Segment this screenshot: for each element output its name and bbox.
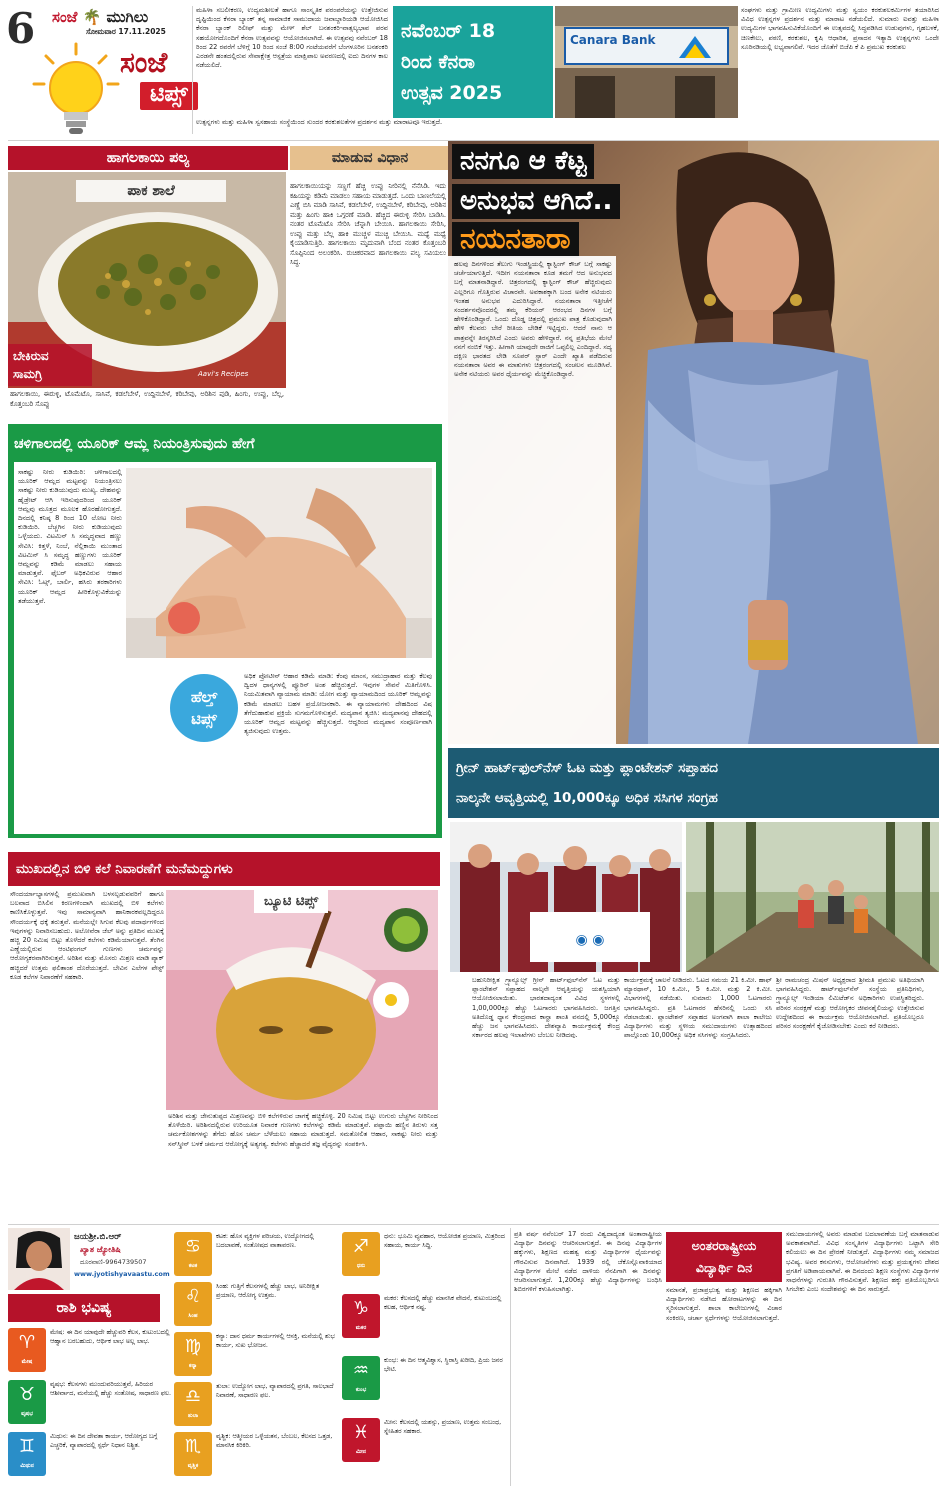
astrologer-phone: ದೂರವಾಣಿ-9964739507 (80, 1258, 147, 1266)
zodiac-prediction: ಮೀನ: ಕೆಲಸದಲ್ಲಿ ಯಶಸ್ಸು, ಪ್ರಯಾಣ, ಉತ್ತಮ ಸಂಬಂಧ, ಸ್ನೇಹಿತರ ಸಹಕಾರ. (384, 1418, 502, 1435)
zodiac-name: ತುಲಾ (187, 1413, 199, 1419)
top-story-col-3: ಸಂಘಗಳು ಮತ್ತು ಗ್ರಾಮೀಣ ಉದ್ಯಮಿಗಳು ಮತ್ತು ಸ್ವಯಂ ಕರಕುಶಲಕರ್ಮಿಗಳ ತಯಾರಿಸಿದ ವಿವಿಧ ಉತ್ಪನ್ನಗಳ ಪ್ರದರ್ಶನ ಮತ್ತು ಮಾರಾಟ ನಡೆಯಲಿದೆ. ಸುಮಾರು ಐವತ್ತು ಮಹಿಳಾ ಉದ್ಯಮಿಗಳ ಭಾಗವಹಿಸುವಿಕೆಯೊಂದಿಗೆ ಈ ಉತ್ಸವದಲ್ಲಿ ಸಿದ್ಧಪಡಿಸಿದ ಉಡುಪುಗಳು, ಗೃಹಬಳಕೆ, ಚಿಣಕೇಲು, ಪಠಣಿ, ಕರಕುಶಲ, ಕೃಷಿ ಆಧಾರಿತ, ಪ್ರಸಾದನ ಇತ್ಯಾದಿ ಉತ್ಪನ್ನಗಳು ಒಂದೇ ಸೂರಿನಡಿಯಲ್ಲಿ ಲಭ್ಯವಾಗಲಿವೆ. ಇದರ ಜೊತೆಗೆ ಬಿಜೆಪಿ ಕೆ ಪಿ ಪ್ರಮುಖ ಕರಕುಶಲ (741, 6, 939, 51)
column-rule (192, 6, 193, 134)
horizontal-rule (8, 1224, 939, 1225)
zodiac-prediction: ಮಿಥುನ: ಈ ದಿನ ದೇವತಾ ಕಾರ್ಯ, ಆರೋಗ್ಯದ ಬಗ್ಗೆ ಎಚ್ಚರಿಕೆ, ವ್ಯಾಪಾರದಲ್ಲಿ ಸ್ಪರ್ಧೆ ನಿಧಾನ ನಿಶ್ಚಿತ. (50, 1432, 158, 1449)
horoscope-sign (8, 1328, 174, 1378)
student-day-title-line-1: ಅಂತರರಾಷ್ಟ್ರೀಯ (691, 1238, 757, 1253)
actress-name: ನಯನತಾರಾ (452, 222, 579, 258)
brand-part-1: ಸಂಜೆ (52, 8, 78, 26)
zodiac-prediction: ವೃಷಭ: ಕೆಲಸಗಳು ಮುಂದುವರಿಯುತ್ತವೆ, ಹಿರಿಯರ ಆಶೀರ್ವಾದ, ಮನೆಯಲ್ಲಿ ಹೆಚ್ಚು ಸಂತೋಷ, ಸಾಧಾರಣ ಫಲ. (50, 1380, 171, 1397)
event-headline-line-1: ನವೆಂಬರ್ 18 (401, 20, 496, 42)
beauty-title-bar: ಮುಖದಲ್ಲಿನ ಬಿಳಿ ಕಲೆ ನಿವಾರಣೆಗೆ ಮನೆಮದ್ದುಗಳು (8, 852, 440, 886)
beauty-col-1: ಸೌಂದರ್ಯಾಭ್ಯಾಸಗಳಲ್ಲಿ ಪ್ರಮುಖವಾಗಿ ಬಳಸಲ್ಪಡುವವರಿಗೆ ಹಾಗೂ ಬಲವಾದ ಬಿಸಿಲಿನ ಕಿರಣಗಳಿಂದಾಗಿ ಮುಖದಲ್ಲಿ ಬಿಳಿ ಕಲೆಗಳು ಕಾಣಿಸಿಕೊಳ್ಳುತ್ತವೆ. ಇವು ಸಾಮಾನ್ಯವಾಗಿ ಹಾನಿಕಾರಕವಲ್ಲದಿದ್ದರೂ ಸೌಂದರ್ಯಕ್ಕೆ ಧಕ್ಕೆ ತರುತ್ತವೆ. ಮನೆಯಲ್ಲೇ ಸಿಗುವ ಕೆಲವು ಪದಾರ್ಥಗಳಿಂದ ಇವುಗಳನ್ನು ನಿವಾರಿಸಬಹುದು. ಅಲೋವೆರಾ ಜೆಲ್ ಅನ್ನು ಪ್ರತಿದಿನ ಮುಖಕ್ಕೆ ಹಚ್ಚಿ 20 ನಿಮಿಷ ಬಿಟ್ಟು ತೊಳೆದರೆ ಕಲೆಗಳು ಕಡಿಮೆಯಾಗುತ್ತವೆ. ತೆಂಗಿನ ಎಣ್ಣೆಯಲ್ಲಿರುವ ಆಂಟಿಫಂಗಲ್ ಗುಣಗಳು ಚರ್ಮವನ್ನು ಆರೋಗ್ಯಕರವಾಗಿರಿಸುತ್ತವೆ. ಅರಿಶಿನ ಮತ್ತು ಮೊಸರು ಮಿಶ್ರಣ ಮಾಡಿ ಪ್ಯಾಕ್ ಹಚ್ಚಿದರೆ ಉತ್ತಮ ಫಲಿತಾಂಶ ದೊರೆಯುತ್ತದೆ. ಬೇವಿನ ಎಲೆಗಳ ಪೇಸ್ಟ್ ಕೂಡ ಕಲೆಗಳ ನಿವಾರಣೆಗೆ ಸಹಕಾರಿ. (10, 890, 164, 981)
zodiac-prediction: ಮಕರ: ಕೆಲಸದಲ್ಲಿ ಹೆಚ್ಚು ಮಾನಸಿಕ ವೇದನೆ, ಕುಟುಂಬದಲ್ಲಿ ಕಲಹ, ಆರ್ಥಿಕ ನಷ್ಟ. (384, 1294, 502, 1311)
horizontal-rule (8, 140, 939, 141)
zodiac-name: ಸಿಂಹ (188, 1313, 198, 1319)
health-badge-line-1: ಹೆಲ್ತ್ (190, 688, 218, 706)
horoscope-sign (342, 1232, 508, 1282)
beauty-tips-tag: ಬ್ಯೂಟಿ ಟಿಪ್ಸ್ (254, 890, 328, 913)
event-headline-line-3: ಉತ್ಸವ 2025 (401, 82, 503, 104)
zodiac-icon: ♏ ವೃಶ್ಚಿಕ (174, 1432, 212, 1476)
actress-story-text: ಹಲವು ದಿನಗಳಿಂದ ತೆಲುಗು ಇಂಡಸ್ಟ್ರಿಯಲ್ಲಿ ಕ್ಯಾಸ್ಟಿಂಗ್ ಕೌಚ್ ಬಗ್ಗೆ ಸಾಕಷ್ಟು ಚರ್ಚೆಯಾಗುತ್ತಿದೆ. ಇದೀಗ ನಯನತಾರಾ ಕೂಡ ತಮಗೆ ಆದ ಅನುಭವದ ಬಗ್ಗೆ ಮಾತನಾಡಿದ್ದಾರೆ. ಚಿತ್ರರಂಗದಲ್ಲಿ ಕ್ಯಾಸ್ಟಿಂಗ್ ಕೌಚ್ ಹೆಚ್ಚಿರುವುದು ಎಲ್ಲರಿಗೂ ಗೊತ್ತಿರುವ ವಿಚಾರವೇ. ಅವಕಾಶಕ್ಕಾಗಿ ಬಂದ ಅನೇಕ ನಟಿಯರು ಇಂತಹ ಅನುಭವ ಎದುರಿಸಿದ್ದಾರೆ. ನಯನತಾರಾ ಇತ್ತೀಚೆಗೆ ಸಂದರ್ಶನವೊಂದರಲ್ಲಿ ತಮ್ಮ ಕೆರಿಯರ್ ಆರಂಭದ ದಿನಗಳ ಬಗ್ಗೆ ಹೇಳಿಕೊಂಡಿದ್ದಾರೆ. ಒಂದು ದೊಡ್ಡ ಚಿತ್ರದಲ್ಲಿ ಪ್ರಮುಖ ಪಾತ್ರ ಕೊಡುವುದಾಗಿ ಹೇಳಿ ಕೆಲವರು ಬೇರೆ ರೀತಿಯ ಬೇಡಿಕೆ ಇಟ್ಟಿದ್ದರು. ಆದರೆ ನಾನು ಆ ಪಾತ್ರವನ್ನೇ ತಿರಸ್ಕರಿಸಿದೆ ಎಂದು ಅವರು ಹೇಳಿದ್ದಾರೆ. ನನ್ನ ಪ್ರತಿಭೆಯ ಮೇಲೆ ನನಗೆ ನಂಬಿಕೆ ಇತ್ತು. ಹೀಗಾಗಿ ಯಾವುದೇ ರಾಜಿಗೆ ಒಪ್ಪಲಿಲ್ಲ ಎಂದಿದ್ದಾರೆ. ಸದ್ಯ ದಕ್ಷಿಣ ಭಾರತದ ಲೇಡಿ ಸೂಪರ್ ಸ್ಟಾರ್ ಎಂದೇ ಖ್ಯಾತಿ ಪಡೆದಿರುವ ನಯನತಾರಾ ಅವರ ಈ ಮಾತುಗಳು ಚಿತ್ರರಂಗದಲ್ಲಿ ಸಂಚಲನ ಮೂಡಿಸಿವೆ. ಅನೇಕ ನಟಿಯರು ಅವರ ಧೈರ್ಯವನ್ನು ಮೆಚ್ಚಿಕೊಂಡಿದ್ದಾರೆ. (454, 260, 612, 379)
horoscope-sign (174, 1382, 340, 1432)
newspaper-brand: ಸಂಜೆ 🌴 ಮುಗಿಲು (52, 8, 149, 26)
zodiac-icon: ♑ ಮಕರ (342, 1294, 380, 1338)
zodiac-icon: ♈ ಮೇಷ (8, 1328, 46, 1372)
uric-acid-col-1: ಸಾಕಷ್ಟು ನೀರು ಕುಡಿಯಿರಿ: ಚಳಿಗಾಲದಲ್ಲಿ ಯೂರಿಕ್ ಆಮ್ಲದ ಮಟ್ಟವನ್ನು ನಿಯಂತ್ರಿಸಲು ಸಾಕಷ್ಟು ನೀರು ಕುಡಿಯುವುದು ಮುಖ್ಯ. ದೇಹವನ್ನು ಹೈಡ್ರೇಟ್ ಆಗಿ ಇರಿಸುವುದರಿಂದ ಯೂರಿಕ್ ಆಮ್ಲವು ಮೂತ್ರದ ಮೂಲಕ ಹೊರಹೋಗುತ್ತದೆ. ದಿನದಲ್ಲಿ ಕನಿಷ್ಠ 8 ರಿಂದ 10 ಲೋಟ ನೀರು ಕುಡಿಯಿರಿ. ಬೆಚ್ಚಗಿನ ನೀರು ಕುಡಿಯುವುದು ಒಳ್ಳೆಯದು. ವಿಟಮಿನ್ ಸಿ ಸಮೃದ್ಧವಾದ ಹಣ್ಣು ಸೇವಿಸಿ: ಕಿತ್ತಳೆ, ನಿಂಬೆ, ನೆಲ್ಲಿಕಾಯಿ ಮುಂತಾದ ವಿಟಮಿನ್ ಸಿ ಸಮೃದ್ಧ ಹಣ್ಣುಗಳು ಯೂರಿಕ್ ಆಮ್ಲವನ್ನು ಕಡಿಮೆ ಮಾಡಲು ಸಹಾಯ ಮಾಡುತ್ತವೆ. ಫೈಬರ್ ಅಧಿಕವಿರುವ ಆಹಾರ ಸೇವಿಸಿ: ಓಟ್ಸ್, ಬಾರ್ಲಿ, ಹಸಿರು ತರಕಾರಿಗಳು ಯೂರಿಕ್ ಆಮ್ಲದ ಹೀರಿಕೊಳ್ಳುವಿಕೆಯನ್ನು ತಡೆಯುತ್ತವೆ. (18, 468, 122, 605)
zodiac-icon: ♉ ವೃಷಭ (8, 1380, 46, 1424)
zodiac-name: ವೃಷಭ (21, 1411, 33, 1417)
canara-bank-photo (555, 6, 738, 118)
zodiac-name: ಕಟಕ (188, 1263, 198, 1269)
event-headline-line-2: ರಿಂದ ಕೆನರಾ (401, 51, 475, 73)
green-run-title-line-1: ಗ್ರೀನ್ ಹಾರ್ಟ್‌ಫುಲ್‌ನೆಸ್ ಓಟ ಮತ್ತು ಪ್ಲಾಂಟೇಶನ್ ಸಪ್ತಾಹದ (456, 760, 718, 776)
horoscope-title-bar: ರಾಶಿ ಭವಿಷ್ಯ (8, 1294, 160, 1322)
horoscope-sign (342, 1356, 508, 1406)
zodiac-name: ಕನ್ಯಾ (188, 1363, 198, 1369)
astrologer-website: www.jyotishyavaastu.com (74, 1270, 170, 1278)
issue-date: ಸೋಮವಾರ 17.11.2025 (86, 27, 166, 36)
section-title-sanje: ಸಂಜೆ (120, 46, 168, 79)
foot-pain-photo (126, 468, 432, 658)
zodiac-icon: ♍ ಕನ್ಯಾ (174, 1332, 212, 1376)
zodiac-icon: ♋ ಕಟಕ (174, 1232, 212, 1276)
zodiac-icon: ♊ ಮಿಥುನ (8, 1432, 46, 1476)
recipe-ingredients-list: ಹಾಗಲಕಾಯಿ, ಈರುಳ್ಳಿ, ಟೊಮೆಟೊ, ಸಾಸಿವೆ, ಕಡಲೆಬೇಳೆ, ಉದ್ದಿನಬೇಳೆ, ಕರಿಬೇವು, ಅರಿಶಿನ ಪುಡಿ, ಹಿಂಗು, ಉಪ್ಪು, ಬೆಲ್ಲ, ಕೊತ್ತಂಬರಿ ಸೊಪ್ಪು (10, 390, 284, 408)
green-run-col-2: ಕಾರ್ಯಕ್ರಮಕ್ಕೆ ಚಾಲನೆ ನೀಡಿದರು. ಓಟದ ಸಮಯ 21 ಕಿ.ಮೀ. ಹಾಫ್ ಮ್ಯಾರಥಾನ್, 10 ಕಿ.ಮೀ., 5 ಕಿ.ಮೀ. ಮತ್ತು 2 ಕಿ.ಮೀ. ವಿಭಾಗಗಳಲ್ಲಿ ನಡೆಯಿತು. ಸುಮಾರು 1,000 ಓಟಗಾರರು ಭಾಗವಹಿಸಿದ್ದರು. ಪ್ರತಿ ಓಟಗಾರರ ಹೆಸರಿನಲ್ಲಿ ಒಂದು ಸಸಿ ನೆಡಲಾಯಿತು. ಪ್ಲಾಂಟೇಶನ್ ಸಪ್ತಾಹದ ಅಂಗವಾಗಿ ಶಾಲಾ ಕಾಲೇಜು ವಿದ್ಯಾರ್ಥಿಗಳು ಮತ್ತು ಸ್ಥಳೀಯ ಸಮುದಾಯಗಳು ಉತ್ಸಾಹದಿಂದ ಪಾಲ್ಗೊಂಡು 10,000ಕ್ಕೂ ಅಧಿಕ ಸಸಿಗಳನ್ನು ಸಂಗ್ರಹಿಸಿದರು. (624, 976, 772, 1040)
zodiac-prediction: ಸಿಂಹ: ಗುತ್ತಿಗೆ ಕೆಲಸಗಳಲ್ಲಿ ಹೆಚ್ಚು ಲಾಭ, ಅನಿರೀಕ್ಷಿತ ಪ್ರಯಾಣ, ಆರೋಗ್ಯ ಉತ್ತಮ. (216, 1282, 320, 1299)
ingredients-label-line-1: ಬೇಕಿರುವ (13, 349, 49, 363)
zodiac-prediction: ಧನು: ಭೂಮಿ ವ್ಯವಹಾರ, ಆಯೋಜಿತ ಪ್ರಯಾಣ, ಮಿತ್ರರಿಂದ ಸಹಾಯ, ಕಾರ್ಯ ಸಿದ್ಧಿ. (384, 1232, 505, 1249)
zodiac-icon: ♎ ತುಲಾ (174, 1382, 212, 1426)
green-run-title-bar (448, 748, 939, 818)
health-badge-line-2: ಟಿಪ್ಸ್ (191, 710, 217, 728)
zodiac-icon: ♒ ಕುಂಭ (342, 1356, 380, 1400)
ingredients-label (8, 344, 92, 386)
zodiac-prediction: ವೃಶ್ಚಿಕ: ಆತ್ಮೀಯರ ಒಳ್ಳೆಯತನ, ಬೆಂಬಲ, ಕೆಲಸದ ಒತ್ತಡ, ಮಾನಸಿಕ ಕಿರಿಕಿರಿ. (216, 1432, 333, 1449)
horoscope-grid (8, 1232, 508, 1486)
zodiac-name: ವೃಶ್ಚಿಕ (187, 1463, 199, 1469)
green-run-col-3: ಶ್ರೀ ರಾಮಚಂದ್ರ ಮಿಷನ್ ಅಧ್ಯಕ್ಷರಾದ ಶ್ರೀಮತಿ ಪ್ರಮುಖ ಅತಿಥಿಯಾಗಿ ಭಾಗವಹಿಸಿದ್ದರು. ಹಾರ್ಟ್‌ಫುಲ್‌ನೆಸ್ ಸಂಸ್ಥೆಯ ಪ್ರತಿನಿಧಿಗಳು, ಗ್ರ್ಯಾನ್ಯೂಲ್ಸ್ ಇಂಡಿಯಾ ಲಿಮಿಟೆಡ್‌ನ ಅಧಿಕಾರಿಗಳು ಉಪಸ್ಥಿತರಿದ್ದರು. ಪರಿಸರ ಸಂರಕ್ಷಣೆ ಮತ್ತು ಆರೋಗ್ಯಕರ ಜೀವನಶೈಲಿಯನ್ನು ಉತ್ತೇಜಿಸುವ ಉದ್ದೇಶದಿಂದ ಈ ಕಾರ್ಯಕ್ರಮ ಆಯೋಜಿಸಲಾಗಿದೆ. ಪ್ರತಿಯೊಬ್ಬರೂ ಪರಿಸರ ಸಂರಕ್ಷಣೆಗೆ ಕೈಜೋಡಿಸಬೇಕು ಎಂದು ಕರೆ ನೀಡಿದರು. (776, 976, 924, 1031)
zodiac-prediction: ತುಲಾ: ಉದ್ಯೋಗ ಲಾಭ, ವ್ಯಾಪಾರದಲ್ಲಿ ಪ್ರಗತಿ, ಸಾಲಭಾದೆ ನಿವಾರಣೆ, ಸಾಧಾರಣ ಫಲ. (216, 1382, 334, 1399)
beauty-col-2: ಅರಿಶಿನ ಮತ್ತು ಜೇನುತುಪ್ಪದ ಮಿಶ್ರಣವನ್ನು ಬಿಳಿ ಕಲೆಗಳಿರುವ ಜಾಗಕ್ಕೆ ಹಚ್ಚಿಕೊಳ್ಳಿ. 20 ನಿಮಿಷ ಬಿಟ್ಟು ಉಗುರು ಬೆಚ್ಚಗಿನ ನೀರಿನಿಂದ ತೊಳೆಯಿರಿ. ಅರಿಶಿನದಲ್ಲಿರುವ ಉರಿಯೂತ ನಿವಾರಕ ಗುಣಗಳು ಕಲೆಗಳನ್ನು ಕಡಿಮೆ ಮಾಡುತ್ತವೆ. ಪಪ್ಪಾಯಿ ಹಣ್ಣಿನ ತಿರುಳು ಸತ್ತ ಚರ್ಮಕೋಶಗಳನ್ನು ತೆಗೆದು ಹೊಸ ಚರ್ಮ ಬೆಳೆಯಲು ಸಹಾಯ ಮಾಡುತ್ತದೆ. ಸಮತೋಲಿತ ಆಹಾರ, ಸಾಕಷ್ಟು ನೀರು ಮತ್ತು ಸನ್‌ಸ್ಕ್ರೀನ್ ಬಳಕೆ ಚರ್ಮದ ಆರೋಗ್ಯಕ್ಕೆ ಅತ್ಯಗತ್ಯ. ಕಲೆಗಳು ಹೆಚ್ಚಾದರೆ ತಜ್ಞ ವೈದ್ಯರನ್ನು ಸಂಪರ್ಕಿಸಿ. (168, 1112, 438, 1148)
section-title-tips: ಟಿಪ್ಸ್ (140, 82, 198, 110)
zodiac-prediction: ಮೇಷ: ಈ ದಿನ ಯಾವುದೇ ಹೆಚ್ಚುವರಿ ಕೆಲಸ, ಕುಟುಂಬದಲ್ಲಿ ಆಹ್ವಾನ ಬರಬಹುದು, ಆರ್ಥಿಕ ಲಾಭ ಅಲ್ಲ ಲಾಭ. (50, 1328, 170, 1345)
zodiac-name: ಮಕರ (355, 1325, 367, 1331)
recipe-photo-credit: Aavi's Recipes (198, 370, 249, 378)
ingredients-label-line-2: ಸಾಮಗ್ರಿ (13, 367, 43, 381)
zodiac-name: ಮಿಥುನ (20, 1463, 34, 1469)
zodiac-prediction: ಕಟಕ: ಹೊಸ ವ್ಯಕ್ತಿಗಳ ಪರಿಚಯ, ಉದ್ಯೋಗದಲ್ಲಿ ಬದಲಾವಣೆ, ಸಂತೋಷದ ವಾತಾವರಣ. (216, 1232, 315, 1249)
uric-acid-title: ಚಳಿಗಾಲದಲ್ಲಿ ಯೂರಿಕ್ ಆಮ್ಲ ನಿಯಂತ್ರಿಸುವುದು ಹೇಗೆ (14, 428, 436, 460)
zodiac-name: ಮೇಷ (21, 1359, 33, 1365)
zodiac-icon: ♌ ಸಿಂಹ (174, 1282, 212, 1326)
horoscope-sign (8, 1380, 174, 1430)
uric-acid-col-2: ಅಧಿಕ ಪ್ರೋಟೀನ್ ಆಹಾರ ಕಡಿಮೆ ಮಾಡಿ: ಕೆಂಪು ಮಾಂಸ, ಸಮುದ್ರಾಹಾರ ಮತ್ತು ಕೆಲವು ದ್ವಿದಳ ಧಾನ್ಯಗಳಲ್ಲಿ ಪ್ಯೂರಿನ್ ಅಂಶ ಹೆಚ್ಚಿರುತ್ತದೆ. ಇವುಗಳ ಸೇವನೆ ಮಿತಿಗೊಳಿಸಿ. ನಿಯಮಿತವಾಗಿ ವ್ಯಾಯಾಮ ಮಾಡಿ: ಯೋಗ ಮತ್ತು ವ್ಯಾಯಾಮದಿಂದ ಯೂರಿಕ್ ಆಮ್ಲವನ್ನು ಕಡಿಮೆ ಮಾಡಲು ಬಹಳ ಪ್ರಯೋಜನಕಾರಿ. ಈ ವ್ಯಾಯಾಮಗಳು ದೇಹದಿಂದ ವಿಷ ತೆಗೆದುಹಾಕುವ ಪ್ರಕ್ರಿಯೆ ಸುಗಮಗೊಳಿಸುತ್ತವೆ. ಮದ್ಯಪಾನ ತ್ಯಜಿಸಿ: ಮದ್ಯಪಾನವು ದೇಹದಲ್ಲಿ ಯೂರಿಕ್ ಆಮ್ಲದ ಮಟ್ಟವನ್ನು ಹೆಚ್ಚಿಸುತ್ತದೆ. ಆದ್ದರಿಂದ ಮದ್ಯಪಾನ ಸಂಪೂರ್ಣವಾಗಿ ತ್ಯಜಿಸುವುದು ಉತ್ತಮ. (244, 672, 432, 736)
horoscope-sign (174, 1282, 340, 1332)
health-tips-badge (170, 674, 238, 742)
student-day-title-line-2: ವಿದ್ಯಾರ್ಥಿ ದಿನ (695, 1260, 753, 1275)
event-headline-box (393, 6, 553, 118)
student-day-title (666, 1232, 782, 1282)
horoscope-sign (342, 1294, 508, 1344)
horoscope-sign (342, 1418, 508, 1468)
green-run-col-1: ಬಹುನಿರೀಕ್ಷಿತ ಗ್ರ್ಯಾನ್ಯೂಲ್ಸ್ ಗ್ರೀನ್ ಹಾರ್ಟ್‌ಫುಲ್‌ನೆಸ್ ಓಟ ಮತ್ತು ಪ್ಲಾಂಟೇಶನ್ ಸಪ್ತಾಹದ ನಾಲ್ಕನೇ ಆವೃತ್ತಿಯನ್ನು ಯಶಸ್ವಿಯಾಗಿ ಆಯೋಜಿಸಲಾಯಿತು. ಭಾರತದಾದ್ಯಂತ ವಿವಿಧ ಸ್ಥಳಗಳಲ್ಲಿ 1,00,000ಕ್ಕೂ ಹೆಚ್ಚು ಓಟಗಾರರು ಭಾಗವಹಿಸಿದರು. ಜಗತ್ತಿನ ಅತಿದೊಡ್ಡ ಧ್ಯಾನ ಕೇಂದ್ರವಾದ ಕಾನ್ಹಾ ಶಾಂತಿ ವನದಲ್ಲಿ 5,000ಕ್ಕೂ ಹೆಚ್ಚು ಜನ ಭಾಗವಹಿಸಿದರು. ದೇಶವ್ಯಾಪಿ ಕಾರ್ಯಕ್ರಮಕ್ಕೆ ಕೇಂದ್ರ ಸರ್ಕಾರದ ಹಲವು ಇಲಾಖೆಗಳು ಬೆಂಬಲ ನೀಡಿದವು. (472, 976, 620, 1040)
zodiac-icon: ♐ ಧನು (342, 1232, 380, 1276)
forest-run-photo (686, 822, 939, 972)
actress-headline-line-2: ಅನುಭವ ಆಗಿದೆ.. (452, 184, 620, 219)
bank-sign-text: Canara Bank (570, 33, 656, 47)
svg-text:◉ ◉: ◉ ◉ (575, 932, 605, 948)
student-day-col-3: ಸಮುದಾಯಗಳಲ್ಲಿ ಅವರು ಮಾಡುವ ಬದಲಾವಣೆಯ ಬಗ್ಗೆ ಮಾತನಾಡುವ ಅವಕಾಶವಾಗಿದೆ. ವಿವಿಧ ಸಂಸ್ಕೃತಿಗಳ ವಿದ್ಯಾರ್ಥಿಗಳು ಒಟ್ಟಾಗಿ ಸೇರಿ ಕಲಿಯಲು ಈ ದಿನ ಪ್ರೇರಣೆ ನೀಡುತ್ತದೆ. ವಿದ್ಯಾರ್ಥಿಗಳು ನಮ್ಮ ಸಮಾಜದ ಭವಿಷ್ಯ. ಅವರ ಕನಸುಗಳು, ಆಲೋಚನೆಗಳು ಮತ್ತು ಪ್ರಯತ್ನಗಳು ದೇಶದ ಪ್ರಗತಿಗೆ ಅಡಿಪಾಯವಾಗಿವೆ. ಈ ದಿನದಂದು ಶಿಕ್ಷಣ ಸಂಸ್ಥೆಗಳು ವಿದ್ಯಾರ್ಥಿಗಳ ಸಾಧನೆಗಳನ್ನು ಗುರುತಿಸಿ ಗೌರವಿಸುತ್ತವೆ. ಶಿಕ್ಷಣದ ಹಕ್ಕು ಪ್ರತಿಯೊಬ್ಬರಿಗೂ ಸಿಗಬೇಕು ಎಂಬ ಸಂದೇಶವನ್ನು ಈ ದಿನ ಸಾರುತ್ತದೆ. (786, 1230, 939, 1294)
horoscope-sign (174, 1232, 340, 1282)
brand-part-2: ಮುಗಿಲು (106, 8, 149, 26)
actress-headline-line-1: ನನಗೂ ಆ ಕೆಟ್ಟ (452, 144, 594, 179)
zodiac-prediction: ಕುಂಭ: ಈ ದಿನ ಆತ್ಮವಿಶ್ವಾಸ, ಸ್ಥಿರಾಸ್ತಿ ಖರೀದಿ, ಪ್ರಿಯ ಜನರ ಭೇಟಿ. (384, 1356, 503, 1373)
recipe-method-text: ಹಾಗಲಕಾಯಿಯನ್ನು ಸಣ್ಣಗೆ ಹೆಚ್ಚಿ ಉಪ್ಪು ನೀರಿನಲ್ಲಿ ನೆನೆಸಿಡಿ. ಇದು ಕಹಿಯನ್ನು ಕಡಿಮೆ ಮಾಡಲು ಸಹಾಯ ಮಾಡುತ್ತದೆ. ಒಂದು ಬಾಣಲೆಯಲ್ಲಿ ಎಣ್ಣೆ ಬಿಸಿ ಮಾಡಿ ಸಾಸಿವೆ, ಕಡಲೆಬೇಳೆ, ಉದ್ದಿನಬೇಳೆ, ಕರಿಬೇವು, ಅರಿಶಿನ ಮತ್ತು ಹಿಂಗು ಹಾಕಿ ಒಗ್ಗರಣೆ ಮಾಡಿ. ಹೆಚ್ಚಿದ ಈರುಳ್ಳಿ ಸೇರಿಸಿ ಬಾಡಿಸಿ. ನಂತರ ಟೊಮೆಟೊ ಸೇರಿಸಿ ಚೆನ್ನಾಗಿ ಬೇಯಿಸಿ. ಹಾಗಲಕಾಯಿ ಸೇರಿಸಿ, ಉಪ್ಪು ಮತ್ತು ಬೆಲ್ಲ ಹಾಕಿ ಮುಚ್ಚಳ ಮುಚ್ಚಿ ಬೇಯಿಸಿ. ಮಧ್ಯೆ ಮಧ್ಯೆ ಕೈಯಾಡಿಸುತ್ತಿರಿ. ಹಾಗಲಕಾಯಿ ಮೃದುವಾಗಿ ಬೆಂದ ನಂತರ ಕೊತ್ತಂಬರಿ ಸೊಪ್ಪಿನಿಂದ ಅಲಂಕರಿಸಿ. ರುಚಿಕರವಾದ ಹಾಗಲಕಾಯಿ ಪಲ್ಯ ಸವಿಯಲು ಸಿದ್ಧ. (290, 182, 446, 266)
student-day-col-1: ಪ್ರತಿ ವರ್ಷ ನವೆಂಬರ್ 17 ರಂದು ವಿಶ್ವದಾದ್ಯಂತ ಅಂತಾರಾಷ್ಟ್ರೀಯ ವಿದ್ಯಾರ್ಥಿ ದಿನವನ್ನು ಆಚರಿಸಲಾಗುತ್ತದೆ. ಈ ದಿನವು ವಿದ್ಯಾರ್ಥಿಗಳ ಹಕ್ಕುಗಳು, ಶಿಕ್ಷಣದ ಮಹತ್ವ ಮತ್ತು ವಿದ್ಯಾರ್ಥಿಗಳ ಧೈರ್ಯವನ್ನು ಗೌರವಿಸುವ ದಿನವಾಗಿದೆ. 1939 ರಲ್ಲಿ ಜೆಕೊಸ್ಲೊವಾಕಿಯಾದ ವಿದ್ಯಾರ್ಥಿಗಳ ಮೇಲೆ ನಡೆದ ದಾಳಿಯ ನೆನಪಿಗಾಗಿ ಈ ದಿನವನ್ನು ಆಚರಿಸಲಾಗುತ್ತದೆ. 1,200ಕ್ಕೂ ಹೆಚ್ಚು ವಿದ್ಯಾರ್ಥಿಗಳನ್ನು ಬಂಧಿಸಿ ಶಿಬಿರಗಳಿಗೆ ಕಳುಹಿಸಲಾಗಿತ್ತು. (514, 1230, 662, 1294)
recipe-title-bar: ಹಾಗಲಕಾಯಿ ಪಲ್ಯ (8, 146, 288, 170)
student-day-col-2: ಸಮಾನತೆ, ಪ್ರಜಾಪ್ರಭುತ್ವ ಮತ್ತು ಶಿಕ್ಷಣದ ಹಕ್ಕಿಗಾಗಿ ವಿದ್ಯಾರ್ಥಿಗಳು ನಡೆಸಿದ ಹೋರಾಟಗಳನ್ನು ಈ ದಿನ ಸ್ಮರಿಸಲಾಗುತ್ತದೆ. ಶಾಲಾ ಕಾಲೇಜುಗಳಲ್ಲಿ ವಿಚಾರ ಸಂಕಿರಣ, ಚರ್ಚಾ ಸ್ಪರ್ಧೆಗಳನ್ನು ಆಯೋಜಿಸಲಾಗುತ್ತದೆ. (666, 1286, 782, 1322)
horoscope-sign (8, 1432, 174, 1482)
face-pack-photo (166, 890, 438, 1110)
zodiac-prediction: ಕನ್ಯಾ: ದಾನ ಧರ್ಮ ಕಾರ್ಯಗಳಲ್ಲಿ ಆಸಕ್ತಿ, ಮನೆಯಲ್ಲಿ ಶುಭ ಕಾರ್ಯ, ಸುಖ ಭೋಜನ. (216, 1332, 335, 1349)
column-rule (510, 1228, 511, 1486)
astrologer-title: ಖ್ಯಾತ ಜ್ಯೋತಿಷಿ (80, 1245, 121, 1254)
zodiac-name: ಧನು (356, 1263, 366, 1269)
top-story-col-1: ಮಹಿಳಾ ಸಬಲೀಕರಣ, ಉದ್ಯಮಶೀಲತೆ ಹಾಗೂ ಸಾಂಸ್ಕೃತಿಕ ಪರಂಪರೆಯನ್ನು ಉತ್ತೇಜಿಸುವ ದೃಷ್ಟಿಯಿಂದ ಕೆನರಾ ಬ್ಯಾಂಕ್ ತನ್ನ ಸಾಮಾಜಿಕ ಸಾಮುದಾಯ ಜವಾಬ್ದಾರಿಯಡಿ ಆಯೋಜಿಸಿದ ಕೆನರಾ ಬ್ಯಾಂಕ್ ರಿಲೀಫ್ ಮತ್ತು ಮೇಳ್ ಶೆಲ್ ಬನಶಂಕರಿ-ವಾತ್ಸಲ್ಯಭಾವ ಪರವ ಸಹಯೋಗದೊಂದಿಗೆ ಕೆನರಾ ಉತ್ಸವವನ್ನು ಆಯೋಜಿಸಲಾಗಿದೆ. ಈ ಉತ್ಸವವು ನವೆಂಬರ್ 18 ರಿಂದ 22 ರವರೆಗೆ ಬೆಳಿಗ್ಗೆ 10 ರಿಂದ ಸಂಜೆ 8:00 ಗಂಟೆಯವರೆಗೆ ಬೆಂಗಳೂರಿನ ಬನಶಂಕರಿ ಎರಡನೇ ಹಂತದಲ್ಲಿರುವ ಸೇವಾಕ್ಷೇತ್ರ ಆಸ್ಪತ್ರೆಯ ಮಾಕ್ಷಿಪಾಲ ಅವರಣದಲ್ಲಿ ಐದು ದಿನಗಳ ಕಾಲ ನಡೆಯಲಿದೆ. (196, 6, 388, 70)
zodiac-name: ಮೀನ (356, 1449, 366, 1455)
horoscope-sign (174, 1432, 340, 1482)
recipe-section-label: ಪಾಕ ಶಾಲೆ (76, 180, 226, 202)
astrologer-name: ಜಯಶ್ರೀ.ಬಿ.ಆರ್ (74, 1232, 122, 1242)
page-number: 6 (6, 4, 36, 53)
horoscope-sign (174, 1332, 340, 1382)
top-story-bottom-line: ಉತ್ಪನ್ನಗಳು ಮತ್ತು ಮಹಿಳಾ ಸ್ವಸಹಾಯ ಸಂಸ್ಥೆಯಿಂದ ಸುಂದರ ಕರಕುಶಲತೆಗಳ ಪ್ರದರ್ಶನ ಮತ್ತು ಮಾರಾಟವೂ ಇರುತ್ತದೆ. (196, 118, 443, 126)
run-flag-off-photo (450, 822, 682, 972)
lightbulb-icon (32, 42, 120, 142)
recipe-method-title: ಮಾಡುವ ವಿಧಾನ (290, 146, 450, 170)
green-run-title-line-2: ನಾಲ್ಕನೇ ಆವೃತ್ತಿಯಲ್ಲಿ 10,000ಕ್ಕೂ ಅಧಿಕ ಸಸಿಗಳ ಸಂಗ್ರಹ (456, 790, 718, 806)
zodiac-icon: ♓ ಮೀನ (342, 1418, 380, 1462)
zodiac-name: ಕುಂಭ (355, 1387, 367, 1393)
